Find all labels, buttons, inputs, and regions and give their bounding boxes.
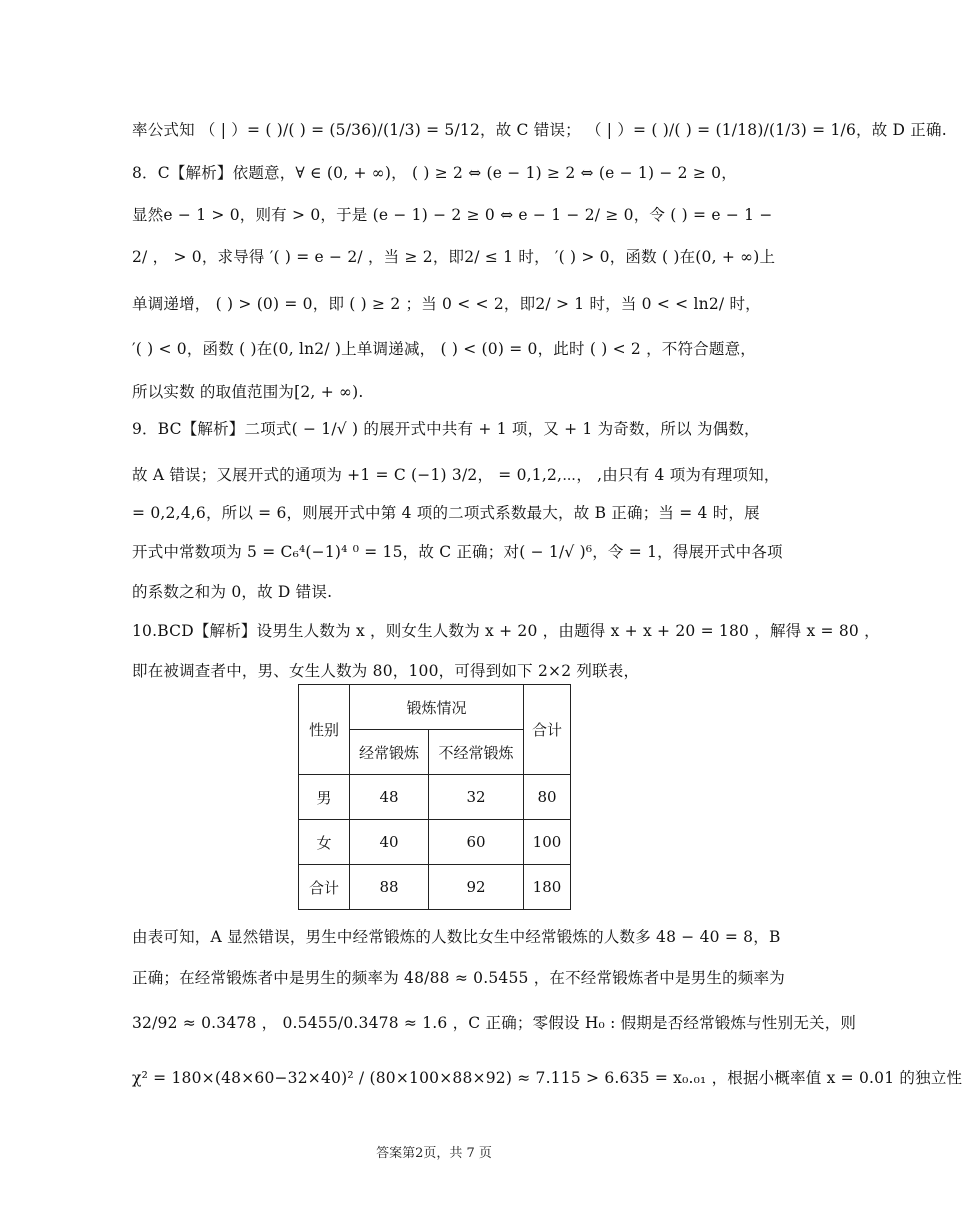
- table-cell: 32: [429, 775, 524, 820]
- text-line: 由表可知，A 显然错误，男生中经常锻炼的人数比女生中经常锻炼的人数多 48 − 40 = 8，B: [132, 928, 781, 946]
- row-label: 合计: [299, 865, 350, 910]
- gender-header: 性别: [299, 685, 350, 775]
- table-row: [299, 865, 571, 910]
- text-line: = 0,2,4,6，所以 = 6，则展开式中第 4 项的二项式系数最大，故 B 正确；当 = 4 时，展: [132, 504, 760, 522]
- row-label: 男: [299, 775, 350, 820]
- text-line: 2/ ， > 0，求导得 ′( ) = e − 2/ ，当 ≥ 2，即2/ ≤ 1 时， ′( ) > 0，函数 ( )在(0, + ∞)上: [132, 248, 776, 266]
- text-line: 率公式知 （ | ）= ( )/( ) = (5/36)/(1/3) = 5/12，故 C 错误； （ | ）= ( )/( ) = (1/18)/(1/3) = 1/6，故 D 正确.: [132, 121, 947, 139]
- text-line: 32/92 ≈ 0.3478 ， 0.5455/0.3478 ≈ 1.6 ，C 正确；零假设 H₀ : 假期是否经常锻炼与性别无关，则: [132, 1014, 857, 1032]
- table-cell: 80: [524, 775, 571, 820]
- table-row: [299, 820, 571, 865]
- text-line: 故 A 错误；又展开式的通项为 +1 = C (−1) 3/2， = 0,1,2,⋯， ,由只有 4 项为有理项知，: [132, 466, 780, 484]
- text-line: 显然e − 1 > 0，则有 > 0，于是 (e − 1) − 2 ≥ 0 ⇔ e − 1 − 2/ ≥ 0，令 ( ) = e − 1 −: [132, 206, 773, 224]
- text-line: χ² = 180×(48×60−32×40)² / (80×100×88×92) ≈ 7.115 > 6.635 = x₀.₀₁ ，根据小概率值 x = 0.01 的独立性: [132, 1069, 962, 1087]
- table-row: [299, 775, 571, 820]
- total-header: 合计: [524, 685, 571, 775]
- row-label: 女: [299, 820, 350, 865]
- text-line: 10.BCD【解析】设男生人数为 x ，则女生人数为 x + 20 ，由题得 x + x + 20 = 180 ，解得 x = 80 ，: [132, 622, 880, 640]
- table-cell: 48: [350, 775, 429, 820]
- text-line: ′( ) < 0，函数 ( )在(0, ln2/ )上单调递减， ( ) < (0) = 0，此时 ( ) < 2 ，不符合题意，: [132, 340, 756, 358]
- text-line: 单调递增， ( ) > (0) = 0，即 ( ) ≥ 2 ；当 0 < < 2，即2/ > 1 时，当 0 < < ln2/ 时，: [132, 295, 761, 313]
- contingency-table: [298, 684, 571, 910]
- exercise-header: 锻炼情况: [350, 685, 524, 730]
- page-footer: 答案第2页，共 7 页: [376, 1146, 492, 1161]
- table-cell: 40: [350, 820, 429, 865]
- text-line: 9．BC【解析】二项式( − 1/√ ) 的展开式中共有 + 1 项，又 + 1 为奇数，所以 为偶数，: [132, 420, 760, 438]
- table-cell: 100: [524, 820, 571, 865]
- table-cell: 60: [429, 820, 524, 865]
- text-line: 的系数之和为 0，故 D 错误.: [132, 583, 333, 601]
- table-cell: 180: [524, 865, 571, 910]
- sub-header-regular: 经常锻炼: [350, 730, 429, 775]
- table-cell: 88: [350, 865, 429, 910]
- sub-header-irregular: 不经常锻炼: [429, 730, 524, 775]
- text-line: 正确；在经常锻炼者中是男生的频率为 48/88 ≈ 0.5455 ，在不经常锻炼者中是男生的频率为: [132, 969, 785, 987]
- table-cell: 92: [429, 865, 524, 910]
- text-line: 8．C【解析】依题意，∀ ∈ (0, + ∞)， ( ) ≥ 2 ⇔ (e − 1) ≥ 2 ⇔ (e − 1) − 2 ≥ 0，: [132, 164, 737, 182]
- text-line: 开式中常数项为 5 = C₆⁴(−1)⁴ ⁰ = 15，故 C 正确；对( − 1/√ )⁶，令 = 1，得展开式中各项: [132, 543, 783, 561]
- text-line: 所以实数 的取值范围为[2, + ∞).: [132, 383, 364, 401]
- text-line: 即在被调查者中，男、女生人数为 80，100，可得到如下 2×2 列联表，: [132, 662, 640, 680]
